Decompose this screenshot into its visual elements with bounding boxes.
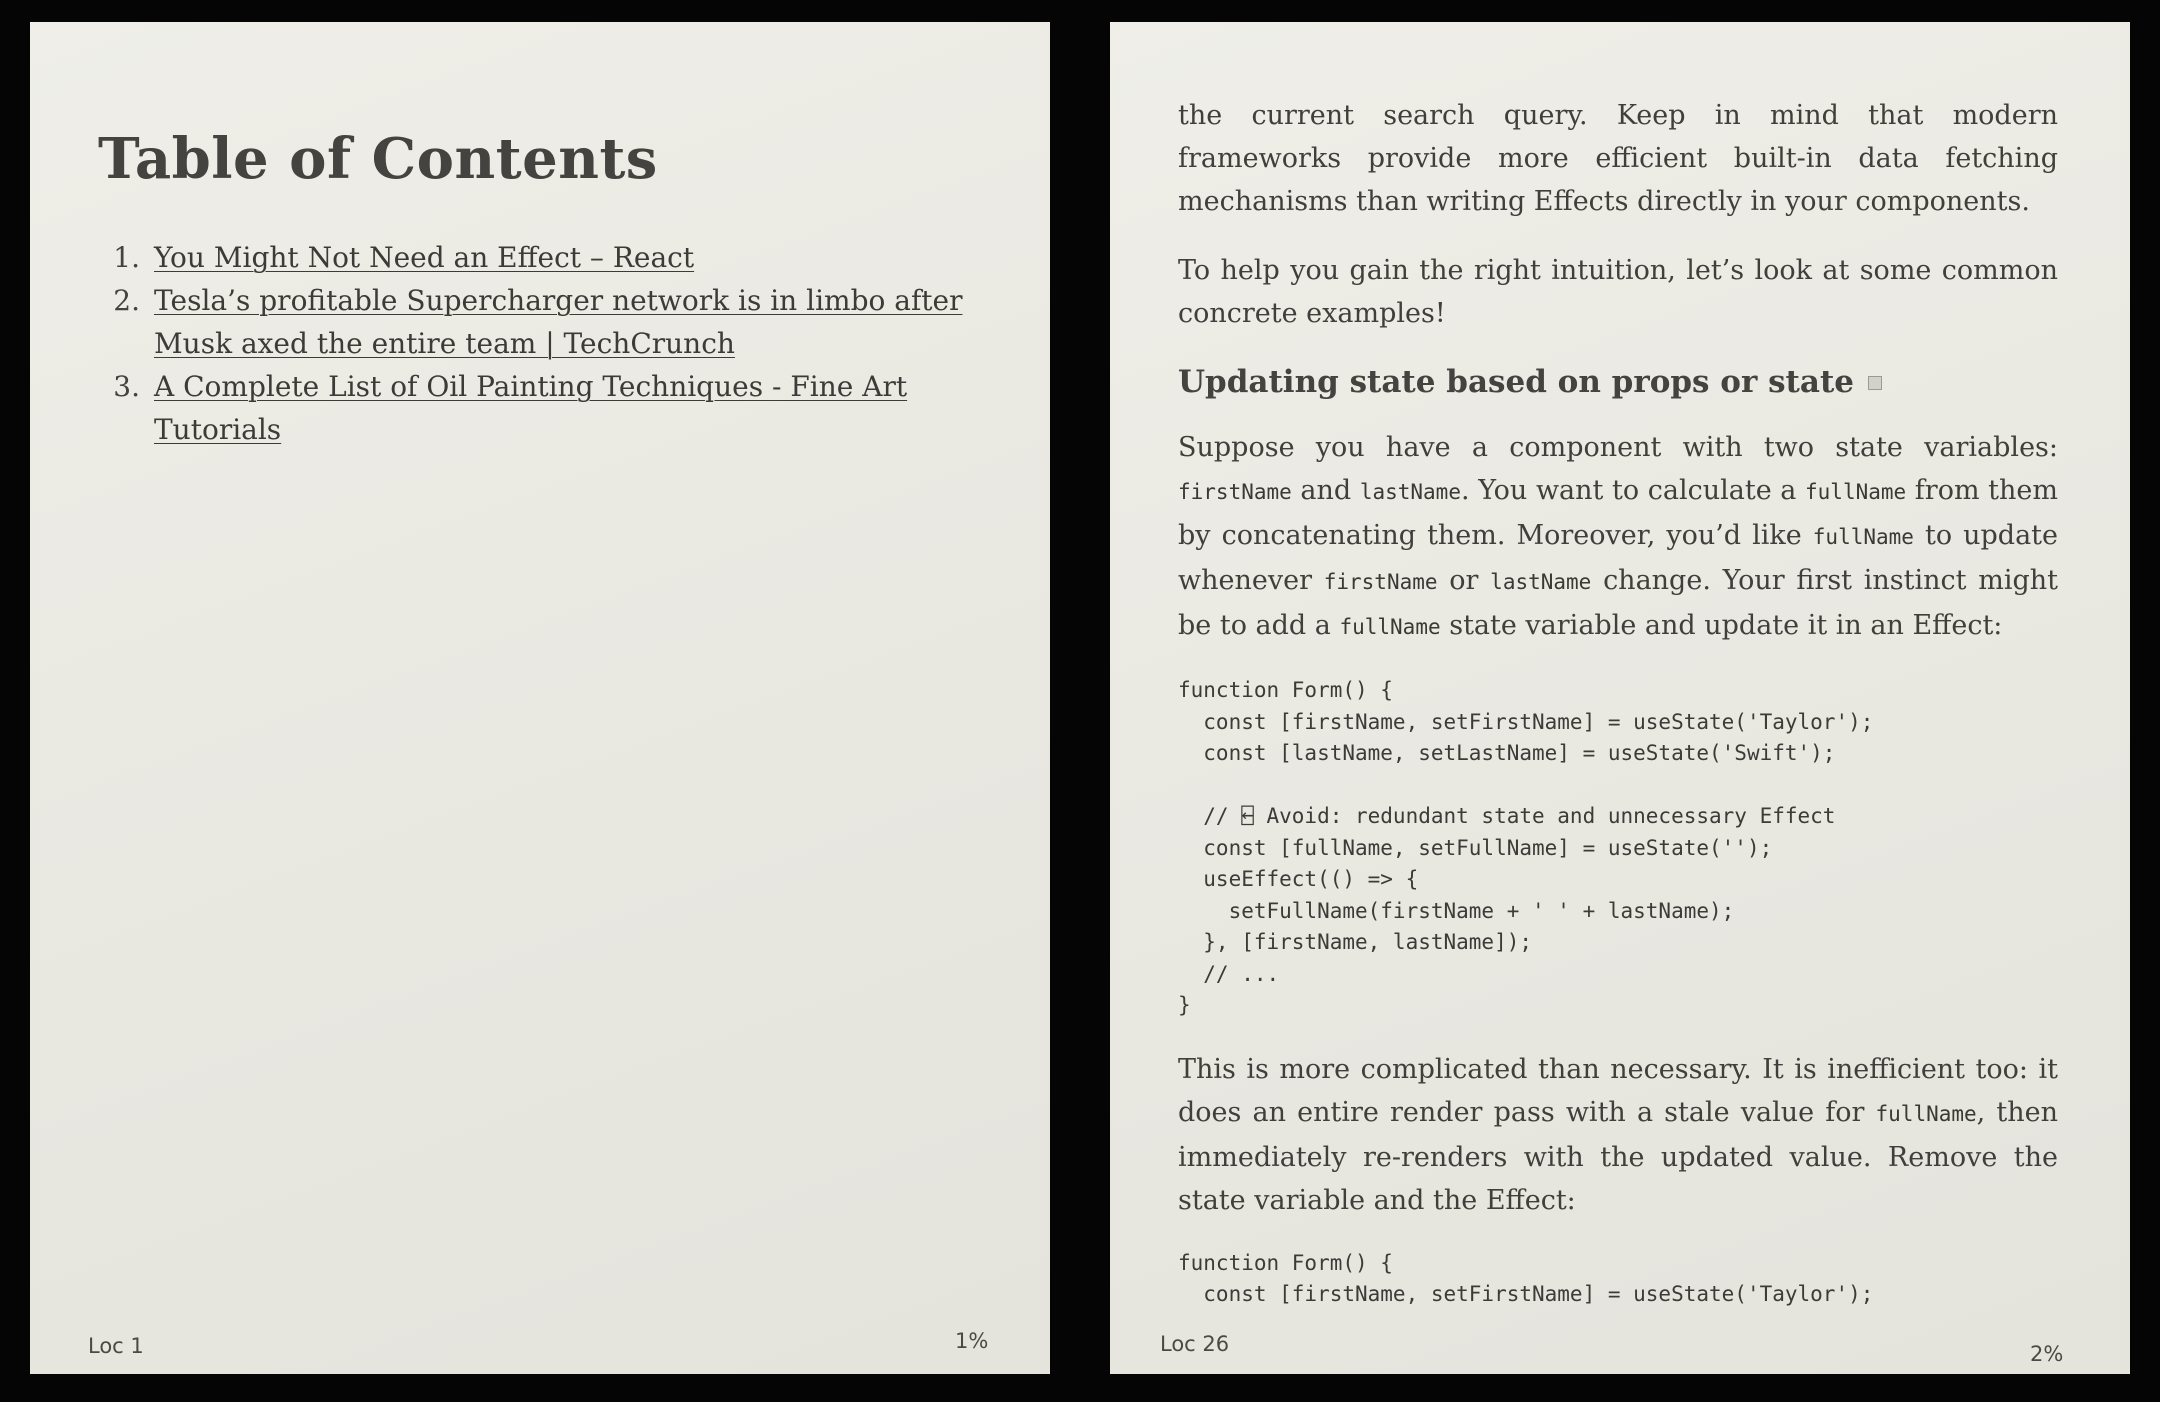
toc-item <box>88 236 1008 279</box>
paragraph: To help you gain the right intuition, let’s look at some common concrete examples! <box>1178 255 2058 329</box>
toc-link-oil-painting[interactable]: A Complete List of Oil Painting Techniques - Fine Art Tutorials <box>154 370 908 446</box>
paragraph <box>1178 426 2058 649</box>
left-reader-page <box>30 22 1050 1374</box>
paragraph: the current search query. Keep in mind that modern frameworks provide more efficient built-in data fetching mechanisms than writing Effects directly in your components. <box>1178 100 2058 217</box>
toc-list <box>88 236 1008 451</box>
text-run: . You want to calculate a <box>1460 475 1806 506</box>
code-block: function Form() { const [firstName, setFirstName] = useState('Taylor'); <box>1178 1250 1874 1306</box>
inline-code: fullName <box>1875 1101 1977 1126</box>
reading-progress-percent: 1% <box>955 1329 989 1353</box>
toc-item <box>88 365 1008 451</box>
text-run: from them by concatenating them. Moreover, you’d like <box>1178 475 2058 551</box>
right-reader-page <box>1110 22 2130 1374</box>
inline-code: fullName <box>1339 615 1441 639</box>
inline-code: fullName <box>1805 480 1907 504</box>
text-run: , then immediately re-renders with the updated value. Remove the state variable and the Effect: <box>1178 1096 2058 1216</box>
reading-content <box>1178 94 2058 1337</box>
location-indicator: Loc 26 <box>1160 1332 1230 1356</box>
toc-item <box>88 279 1008 365</box>
toc-item-number: 2. <box>113 284 140 317</box>
toc-item-number: 3. <box>113 370 140 403</box>
location-indicator: Loc 1 <box>88 1334 144 1358</box>
paragraph <box>1178 1048 2058 1222</box>
text-run: Suppose you have a component with two state variables: <box>1178 432 2058 463</box>
reading-progress-percent: 2% <box>2030 1342 2064 1366</box>
toc-item-number: 1. <box>113 241 140 274</box>
toc-title: Table of Contents <box>98 126 658 192</box>
inline-code: firstName <box>1178 480 1292 504</box>
text-run: state variable and update it in an Effect: <box>1440 610 2003 641</box>
inline-code: fullName <box>1812 525 1914 549</box>
link-anchor-icon[interactable] <box>1868 376 1882 390</box>
toc-link-tesla-supercharger[interactable]: Tesla’s profitable Supercharger network is in limbo after Musk axed the entire team | TechCrunch <box>154 284 963 360</box>
inline-code: lastName <box>1359 480 1461 504</box>
text-run: and <box>1291 475 1360 506</box>
inline-code: lastName <box>1490 570 1592 594</box>
text-run: or <box>1437 565 1491 596</box>
code-block: function Form() { const [firstName, setFirstName] = useState('Taylor'); const [lastName, setLastName] = useState('Swift'); // ⍇ Avoid: redundant state and unnecessary Effect const [fullName, setFullName] = useState(''); useEffect(() => { setFullName(firstName + ' ' + lastName); }, [firstName, lastName]); // ... } <box>1178 678 1874 1017</box>
inline-code: firstName <box>1323 570 1438 594</box>
section-heading-text: Updating state based on props or state <box>1178 364 1854 400</box>
toc-link-react-effect[interactable]: You Might Not Need an Effect – React <box>154 241 695 274</box>
text-run: change. Your first instinct might be to add a <box>1178 565 2058 641</box>
text-run: to update whenever <box>1178 520 2058 596</box>
section-heading <box>1178 361 2058 404</box>
text-run: This is more complicated than necessary. It is inefficient too: it does an entire render pass with a stale value for <box>1178 1053 2058 1128</box>
